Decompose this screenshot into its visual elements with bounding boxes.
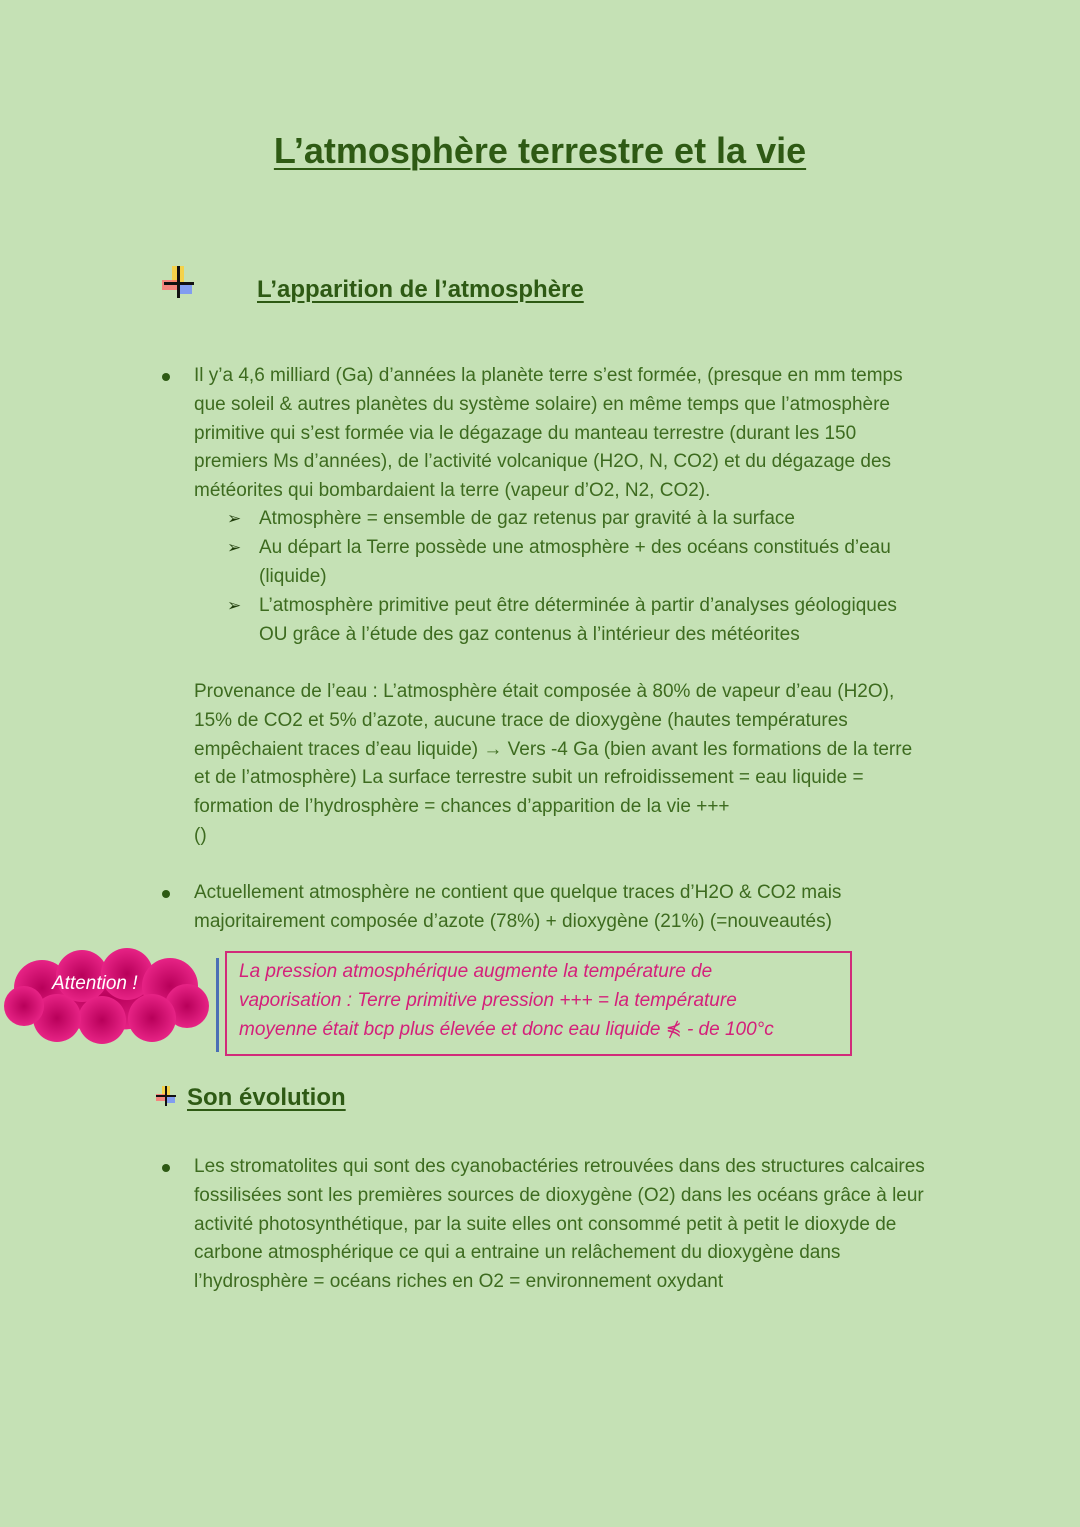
attention-cloud — [2, 948, 212, 1044]
dot-icon — [162, 1164, 170, 1172]
arrowhead-icon: ➢ — [227, 538, 242, 557]
paragraph-actuellement: Actuellement atmosphère ne contient que quelque traces d’H2O & CO2 mais majoritairement composée d’azote (78%) + dioxygène (21%) (=nouveautés) — [194, 882, 842, 932]
divider — [216, 958, 219, 1052]
list-item: Au départ la Terre possède une atmosphère + des océans constitués d’eau (liquide) — [259, 537, 891, 587]
paragraph-provenance: Provenance de l’eau : L’atmosphère était composée à 80% de vapeur d’eau (H2O), 15% de CO2 et 5% d’azote, aucune trace de dioxygène (hautes températures empêchaient traces d’eau liquide) → Vers -4 Ga (bien avant les formations de la terre et de l’atmosphère) La surface terrestre subit un refroidissement = eau liquide = formation de l’hydrosphère = chances d’apparition de la vie +++ () — [194, 681, 913, 846]
dot-icon — [162, 373, 170, 381]
page-title: L’atmosphère terrestre et la vie — [273, 130, 807, 171]
list-item: Atmosphère = ensemble de gaz retenus par gravité à la surface — [259, 508, 795, 529]
arrowhead-icon: ➢ — [227, 509, 242, 528]
attention-label: Attention ! — [52, 973, 138, 994]
arrowhead-icon: ➢ — [227, 596, 242, 615]
cross-star-icon — [158, 264, 198, 300]
note-text: La pression atmosphérique augmente la température de vaporisation : Terre primitive pression +++ = la température moyenne était bcp plus élevée et donc eau liquide ⋠ - de 100°c — [239, 961, 774, 1040]
section-heading-apparition: L’apparition de l’atmosphère — [257, 276, 584, 303]
paragraph-formation: Il y’a 4,6 milliard (Ga) d’années la planète terre s’est formée, (presque en mm temps que soleil & autres planètes du système solaire) en même temps que l’atmosphère primitive qui s’est formée via le dégazage du manteau terrestre (durant les 150 premiers Ms d’années), de l’activité volcanique (H2O, N, CO2) et du dégazage des météorites qui bombardaient la terre (vapeur d’O2, N2, CO2). — [194, 365, 903, 502]
dot-icon — [162, 890, 170, 898]
section-heading-evolution: Son évolution — [187, 1084, 346, 1111]
cross-star-icon — [153, 1084, 179, 1108]
list-item: L’atmosphère primitive peut être déterminée à partir d’analyses géologiques OU grâce à l’étude des gaz contenus à l’intérieur des météorites — [259, 595, 897, 645]
paragraph-stromatolites: Les stromatolites qui sont des cyanobactéries retrouvées dans des structures calcaires fossilisées sont les premières sources de dioxygène (O2) dans les océans grâce à leur activité photosynthétique, par la suite elles ont consommé petit à petit le dioxyde de carbone atmosphérique ce qui a entraine un relâchement du dioxygène dans l’hydrosphère = océans riches en O2 = environnement oxydant — [194, 1156, 925, 1293]
